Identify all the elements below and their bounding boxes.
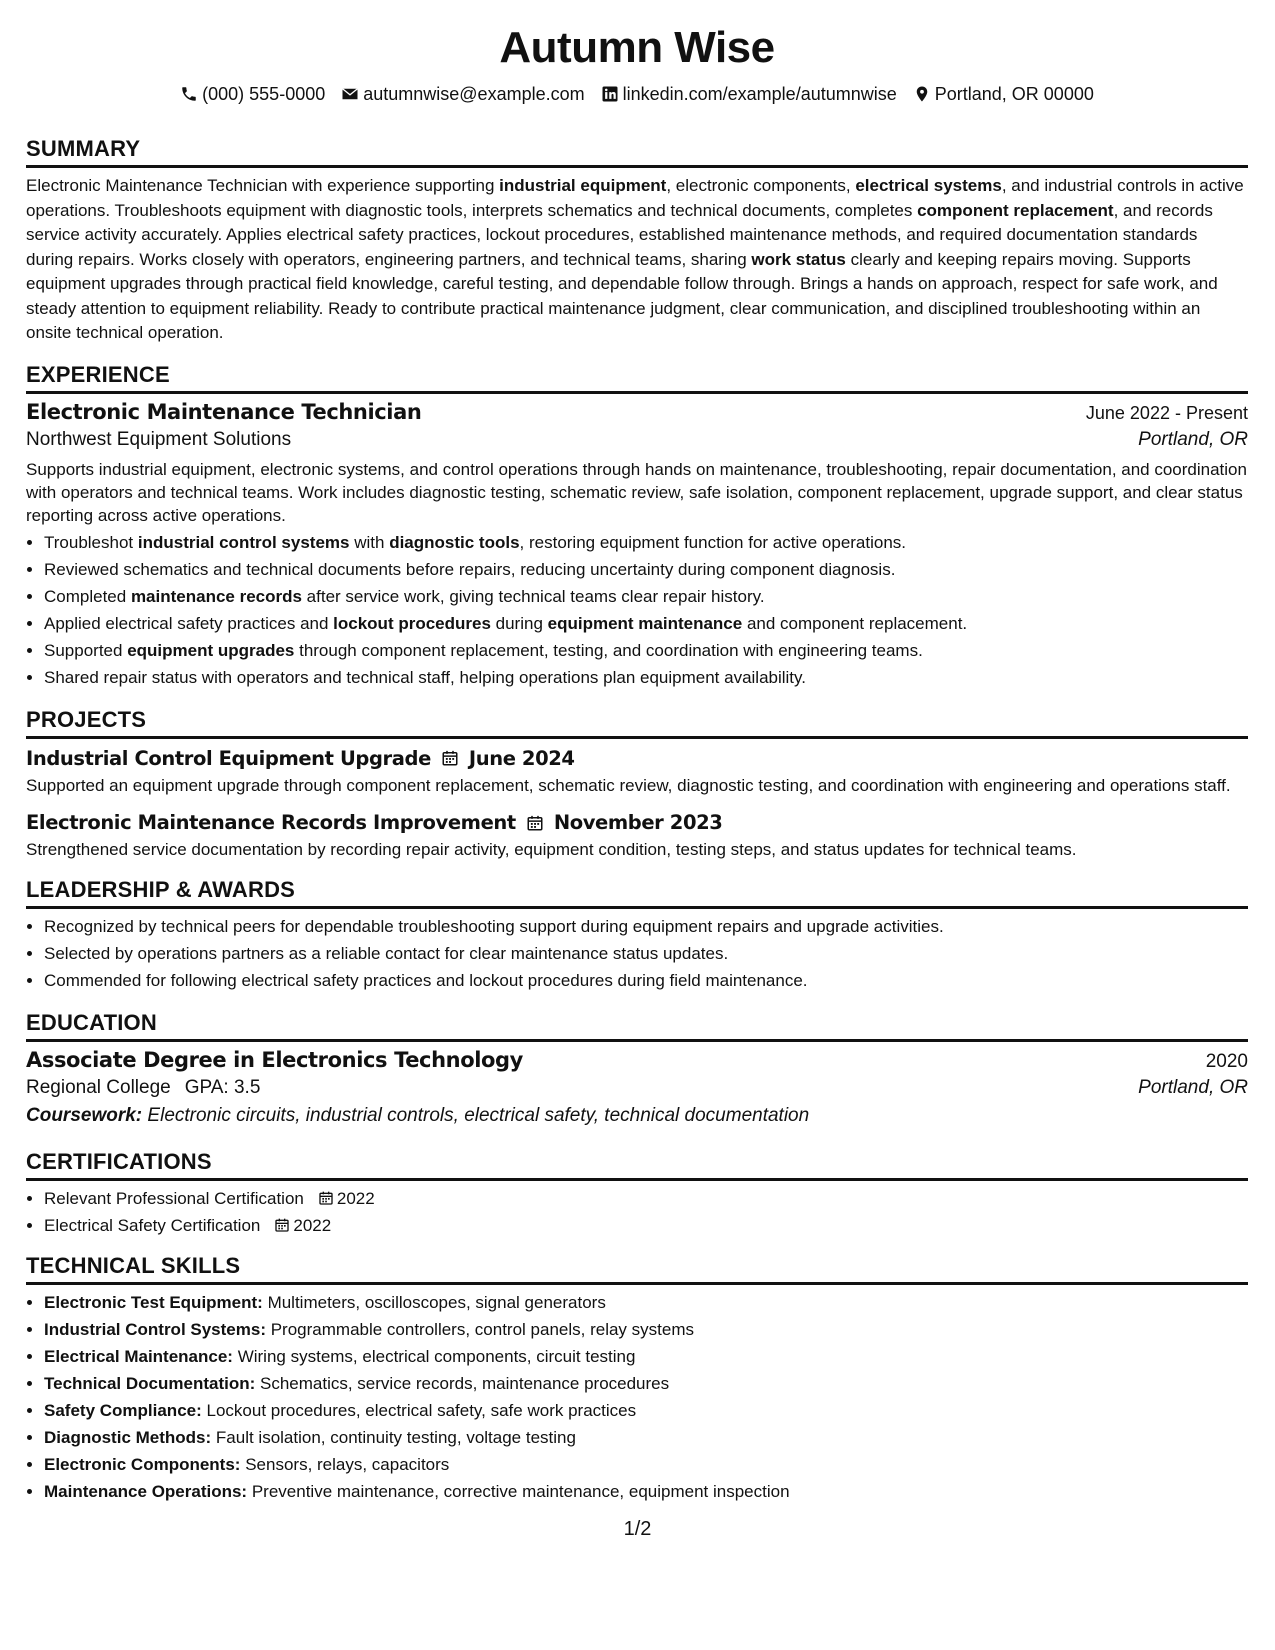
certification-name: • Electrical Safety Certification (44, 1215, 261, 1235)
job-location: Portland, OR (1138, 428, 1248, 450)
skill-label: Electronic Components: (44, 1454, 241, 1474)
text-run: , electronic components, (666, 176, 856, 195)
bold-phrase: electrical systems (855, 176, 1002, 195)
text-run: Supported (44, 640, 128, 660)
contact-location (913, 82, 1094, 106)
phone-icon (180, 85, 198, 103)
bold-phrase: lockout procedures (333, 613, 491, 633)
text-run: Completed (44, 586, 131, 606)
project-item (26, 747, 1248, 798)
section-title-education: EDUCATION (26, 1010, 1248, 1042)
summary-section (26, 136, 1248, 346)
text-run: Electronic Maintenance Technician with experience supporting (26, 176, 500, 195)
certification-entry (44, 1212, 331, 1239)
experience-section (26, 362, 1248, 691)
project-date: November 2023 (553, 811, 723, 834)
skill-value: Wiring systems, electrical components, circuit testing (237, 1346, 636, 1366)
envelope-icon (341, 85, 359, 103)
skill-label: Industrial Control Systems: (44, 1319, 266, 1339)
text-run: Applied electrical safety practices and (44, 613, 334, 633)
education-section (26, 1010, 1248, 1127)
text-run: during (490, 613, 548, 633)
section-title-projects: PROJECTS (26, 707, 1248, 739)
section-title-leadership: LEADERSHIP & AWARDS (26, 877, 1248, 909)
summary-text (26, 174, 1248, 346)
certification-year: 2022 (293, 1215, 332, 1235)
list-item (44, 556, 1248, 583)
project-header (26, 747, 1248, 770)
text-run: and component replacement. (742, 613, 968, 633)
job-title: Electronic Maintenance Technician (26, 399, 422, 424)
linkedin-icon (601, 85, 619, 103)
coursework-text: Electronic circuits, industrial controls, electrical safety, technical documentation (147, 1104, 810, 1126)
section-title-summary: SUMMARY (26, 136, 1248, 168)
list-item: • Selected by operations partners as a reliable contact for clear maintenance status updates. (44, 940, 1248, 967)
job-company: Northwest Equipment Solutions (26, 428, 292, 450)
text-run: Reviewed schematics and technical documents before repairs, reducing uncertainty during component diagnosis. (44, 559, 896, 579)
school-location: Portland, OR (1138, 1076, 1248, 1098)
education-school-row (26, 1077, 1248, 1099)
skill-value: Lockout procedures, electrical safety, safe work practices (206, 1400, 637, 1420)
text-run: with (349, 532, 390, 552)
bold-phrase: equipment upgrades (127, 640, 295, 660)
skill-label: Diagnostic Methods: (44, 1427, 212, 1447)
job-bullet-list (26, 529, 1248, 691)
map-pin-icon (913, 85, 931, 103)
candidate-name: Autumn Wise (499, 23, 775, 72)
list-item (44, 664, 1248, 691)
certification-date (274, 1212, 331, 1239)
gpa: GPA: 3.5 (184, 1076, 261, 1098)
text-run: , and records service activity accurately. Applies electrical safety practices, lockout procedures, established maintenance methods, and required documentation standards during repairs. Works closely with operators, engineering partners, and technical teams, sharing (26, 200, 1213, 269)
skill-value: Schematics, service records, maintenance procedures (260, 1373, 670, 1393)
job-company-row (26, 429, 1248, 451)
contact-phone[interactable] (180, 82, 325, 106)
calendar-icon (526, 814, 544, 832)
school-name: Regional College (26, 1076, 171, 1098)
skill-item (44, 1370, 1248, 1397)
project-date: June 2024 (468, 746, 575, 770)
text-run: Shared repair status with operators and technical staff, helping operations plan equipment availability. (44, 667, 806, 687)
projects-section (26, 707, 1248, 863)
text-run: through component replacement, testing, and coordination with engineering teams. (294, 640, 923, 660)
skill-label: Electrical Maintenance: (44, 1346, 233, 1366)
skill-value: Multimeters, oscilloscopes, signal generators (267, 1292, 606, 1312)
resume-page (26, 22, 1248, 1505)
leadership-bullet-list (26, 913, 1248, 994)
skill-value: Sensors, relays, capacitors (245, 1454, 450, 1474)
section-title-skills: TECHNICAL SKILLS (26, 1253, 1248, 1285)
phone-text: (000) 555-0000 (202, 84, 326, 104)
skill-item (44, 1343, 1248, 1370)
certification-date (318, 1185, 375, 1212)
project-name: Electronic Maintenance Records Improvement (26, 811, 516, 834)
job-dates: June 2022 - Present (1085, 402, 1248, 423)
list-item (44, 637, 1248, 664)
text-run: Troubleshot (44, 532, 138, 552)
skill-item (44, 1289, 1248, 1316)
list-item: • Recognized by technical peers for dependable troubleshooting support during equipment repairs and upgrade activities. (44, 913, 1248, 940)
project-name: Industrial Control Equipment Upgrade (26, 746, 431, 770)
bold-phrase: industrial control systems (137, 532, 350, 552)
coursework (26, 1105, 1248, 1127)
text-run: clearly and keeping repairs moving. Supports equipment upgrades through practical field knowledge, careful testing, and dependable follow through. Brings a hands on approach, respect for safe work, and steady attention to equipment reliability. Ready to contribute practical maintenance judgment, clear communication, and disciplined troubleshooting within an onsite technical operation. (26, 249, 1218, 342)
skill-item (44, 1316, 1248, 1343)
calendar-icon (274, 1217, 290, 1233)
skill-value: Fault isolation, continuity testing, voltage testing (215, 1427, 576, 1447)
skill-label: Electronic Test Equipment: (44, 1292, 263, 1312)
bold-phrase: component replacement (917, 200, 1114, 220)
skill-item (44, 1397, 1248, 1424)
skill-label: Safety Compliance: (44, 1400, 202, 1420)
calendar-icon (318, 1190, 334, 1206)
project-description: Strengthened service documentation by recording repair activity, equipment condition, testing steps, and status updates for technical teams. (26, 840, 1077, 859)
certification-year: 2022 (336, 1188, 375, 1208)
linkedin-text: linkedin.com/example/autumnwise (622, 84, 897, 104)
degree: Associate Degree in Electronics Technology (26, 1047, 523, 1072)
skill-item (44, 1424, 1248, 1451)
bold-phrase: equipment maintenance (547, 613, 743, 633)
list-item (44, 1185, 1248, 1212)
text-run: , restoring equipment function for active operations. (519, 532, 907, 552)
text-run: after service work, giving technical teams clear repair history. (301, 586, 765, 606)
bold-phrase: diagnostic tools (389, 532, 520, 552)
calendar-icon (441, 749, 459, 767)
bold-phrase: work status (751, 249, 846, 269)
skill-item (44, 1478, 1248, 1505)
certification-name: • Relevant Professional Certification (44, 1188, 304, 1208)
list-item (44, 583, 1248, 610)
list-item (44, 1212, 1248, 1239)
page-number: 1/2 (623, 1518, 652, 1540)
bold-phrase: maintenance records (130, 586, 302, 606)
contact-bar (26, 82, 1248, 106)
skills-section (26, 1253, 1248, 1505)
contact-linkedin[interactable] (601, 82, 897, 106)
project-header (26, 811, 1248, 834)
job-description: Supports industrial equipment, electronic systems, and control operations through hands on maintenance, troubleshooting, repair documentation, and coordination with operators and technical teams. Work includes diagnostic testing, schematic review, safe isolation, component replacement, upgrade support, and clear status reporting across active operations. (26, 459, 1247, 525)
project-description: Supported an equipment upgrade through component replacement, schematic review, diagnostic testing, and coordination with engineering and operations staff. (26, 775, 1231, 795)
school-info (26, 1077, 260, 1099)
skill-label: Technical Documentation: (44, 1373, 256, 1393)
list-item (44, 529, 1248, 556)
certifications-section (26, 1149, 1248, 1239)
skill-label: Maintenance Operations: (44, 1481, 248, 1501)
email-text: autumnwise@example.com (363, 84, 585, 104)
skill-value: Preventive maintenance, corrective maintenance, equipment inspection (251, 1481, 790, 1501)
education-header (26, 1048, 1248, 1073)
section-title-certifications: CERTIFICATIONS (26, 1149, 1248, 1181)
certification-entry (44, 1185, 375, 1212)
coursework-label: Coursework: (26, 1104, 143, 1126)
project-item (26, 811, 1248, 863)
graduation-year: 2020 (1205, 1050, 1248, 1072)
job-header (26, 400, 1248, 424)
skill-value: Programmable controllers, control panels, relay systems (270, 1319, 694, 1339)
leadership-section (26, 877, 1248, 994)
bold-phrase: industrial equipment (499, 176, 667, 195)
certification-list (26, 1185, 1248, 1239)
section-title-experience: EXPERIENCE (26, 362, 1248, 394)
text-run: , and industrial controls in active operations. Troubleshoots equipment with diagnostic tools, interprets schematics and technical documents, completes (26, 176, 1244, 220)
contact-email[interactable] (341, 82, 584, 106)
location-text: Portland, OR 00000 (934, 84, 1094, 104)
skill-item (44, 1451, 1248, 1478)
list-item: • Commended for following electrical safety practices and lockout procedures during field maintenance. (44, 967, 1248, 994)
skills-list (26, 1289, 1248, 1505)
list-item (44, 610, 1248, 637)
